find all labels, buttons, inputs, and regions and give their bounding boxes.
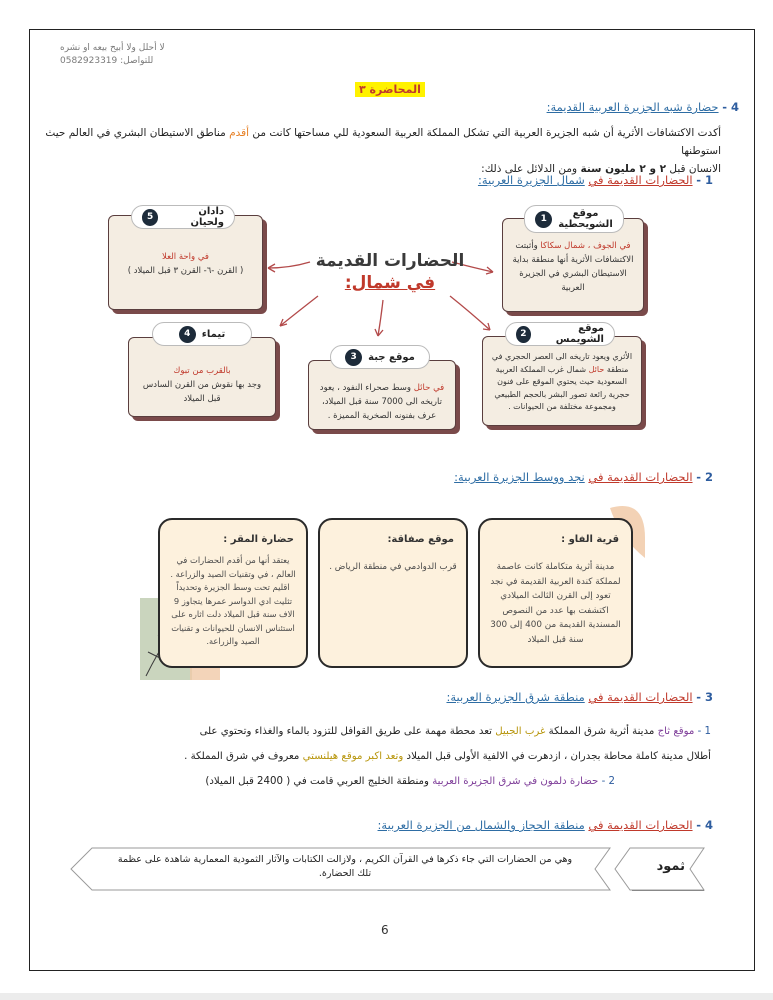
heading-red: الحضارات القديمة في	[588, 818, 693, 832]
card-text: ( القرن -٦- القرن ٣ قبل الميلاد )	[127, 266, 244, 276]
thamud-label: ثمود	[656, 859, 685, 874]
number-badge: 5	[142, 209, 158, 226]
para-text: الانسان قبل	[669, 163, 721, 175]
heading-number: 2 -	[696, 470, 713, 484]
heading-red: الحضارات القديمة في	[588, 173, 693, 187]
east-item-2	[205, 776, 615, 787]
card-text: شمال غرب المملكة العربية السعودية حيث يحتوي الموقع على فنون حجرية رائعة تصور البشر بالحجم الطبيعي ومجموعة مختلفة من الحيوانات .	[494, 364, 630, 411]
item-text: تعد محطة مهمة على طريق القوافل للتزود بالماء والغذاء وتحتوي على	[199, 726, 492, 737]
card-title-line: الشويحطية	[558, 219, 613, 230]
center-title-main: الحضارات القديمة	[315, 251, 465, 271]
card-title: موقع جبة	[368, 351, 415, 363]
thamud-banner	[70, 847, 705, 891]
card-shuwaymis	[482, 336, 642, 426]
item-highlight: غرب الجبيل	[495, 726, 546, 737]
hijaz-heading	[378, 818, 713, 832]
card-qaryat-al-faw	[478, 518, 633, 668]
card-title: تيماء	[201, 328, 226, 340]
section-number: 4 -	[722, 100, 739, 114]
diagram-center-title	[315, 250, 465, 294]
card-body	[317, 381, 447, 423]
card-text: وجد بها نقوش من القرن السادس قبل الميلاد	[142, 380, 262, 404]
card-title: موقع صفاقة:	[387, 534, 454, 545]
card-text: الأثري ويعود تاريخه الى العصر الحجري في منطقة	[491, 352, 633, 374]
card-jubbah	[308, 360, 456, 430]
heading-blue: شمال الجزيرة العربية:	[477, 173, 585, 187]
card-text: وسط صحراء النفود ، يعود تاريخه الى 7000 سنة قبل الميلاد، عرف بفنونه الصخرية المميزة .	[319, 383, 442, 421]
para-text: مناطق الاستيطان البشري في العالم حيث استوطنها	[45, 127, 721, 157]
heading-red: الحضارات القديمة في	[588, 470, 693, 484]
item-name: موقع ثاج	[657, 726, 695, 737]
heading-blue: منطقة الحجاز والشمال من الجزيرة العربية:	[377, 818, 585, 832]
para-bold: ٢ و ٢ مليون سنة	[580, 163, 667, 175]
card-body	[137, 364, 267, 406]
lecture-title: المحاضرة ٣	[355, 82, 425, 97]
heading-number: 4 -	[696, 818, 713, 832]
disclaimer-text: لا أحلل ولا أبيح بيعه او نشره	[60, 43, 165, 53]
number-badge: 1	[535, 211, 552, 228]
thamud-description: وهي من الحضارات التي جاء ذكرها في القرآن الكريم ، ولازالت الكتابات والآثار الثمودية المعمارية شاهدة على عظمة تلك الحضارة.	[117, 854, 573, 879]
para-text: أكدت الاكتشافات الأثرية أن شبه الجزيرة العربية التي تشكل المملكة العربية السعودية للي مساحتها كانت من	[252, 127, 721, 139]
east-heading	[446, 690, 713, 704]
card-red-text: في حائل	[413, 383, 445, 393]
card-tab	[524, 205, 624, 233]
item-text: معروف في شرق المملكة .	[184, 751, 300, 762]
viewer-background	[0, 993, 773, 1000]
card-red-text: حائل	[588, 364, 605, 374]
heading-blue: منطقة شرق الجزيرة العربية:	[446, 690, 585, 704]
para-highlight: أقدم	[229, 127, 250, 139]
heading-red: الحضارات القديمة في	[588, 690, 693, 704]
card-text: قرب الدوادمي في منطقة الرياض .	[329, 562, 457, 572]
center-title-sub: في شمال:	[344, 273, 436, 293]
card-text: مدينة أثرية متكاملة كانت عاصمة لمملكة كندة العربية القديمة في نجد تعود إلى القرن الثالث الميلادي اكتشفت بها عدد من النصوص المسندية القديمة من 400 إلى 300 سنة قبل الميلاد	[490, 562, 621, 645]
card-text: يعتقد أنها من أقدم الحضارات في العالم ، في وتقنيات الصيد والزراعة . اقليم تحت وسط الجزيرة وتحديداً تثليث ادي الدواسر عمرها يتجاوز 9 الاف سنة قبل الميلاد دلت اثاره على استئناس الانسان للحيوانات و تقنيات الصيد والزراعة.	[170, 555, 296, 646]
card-title: حضارة المقر :	[223, 534, 294, 545]
card-text: وأثبتت الاكتشافات الأثرية أنها منطقة بداية الاستيطان البشري في الجزيرة العربية	[512, 241, 634, 293]
card-dadan-lihyan	[108, 215, 263, 310]
item-number: 2 -	[601, 776, 615, 787]
item-text: أطلال مدينة كاملة محاطة بجدران ، ازدهرت في الالفية الأولى قبل الميلاد	[406, 751, 711, 762]
contact-label: للتواصل:	[120, 56, 154, 66]
east-item-1-line1	[200, 726, 711, 737]
card-red-text: في الجوف ، شمال سكاكا	[540, 241, 631, 251]
card-title-line: موقع	[572, 208, 599, 219]
page-number: 6	[381, 923, 389, 937]
item-highlight: وتعد اكبر موقع هيلنستي	[302, 751, 404, 762]
heading-number: 1 -	[696, 173, 713, 187]
east-item-1-line2	[184, 751, 711, 762]
number-badge: 3	[345, 349, 362, 366]
card-title: دادان ولحيان	[190, 206, 224, 228]
section-title: حضارة شبه الجزيرة العربية القديمة:	[546, 100, 719, 114]
number-badge: 4	[179, 326, 196, 343]
card-red-text: بالقرب من تبوك	[173, 366, 231, 376]
card-body	[491, 351, 633, 414]
heading-blue: نجد ووسط الجزيرة العربية:	[454, 470, 585, 484]
card-tab	[131, 205, 235, 229]
card-body	[511, 239, 635, 295]
card-title: قرية الفاو :	[561, 534, 619, 545]
najd-heading	[454, 470, 713, 484]
item-highlight: حضارة دلمون في شرق الجزيرة العربية	[432, 776, 599, 787]
number-badge: 2	[516, 326, 531, 343]
card-title: موقع الشويمس	[555, 323, 604, 345]
card-al-maqar	[158, 518, 308, 668]
card-tab	[152, 322, 252, 346]
contact-number: 0582923319	[60, 56, 118, 66]
heading-number: 3 -	[696, 690, 713, 704]
card-body	[117, 250, 254, 278]
card-tab	[505, 322, 615, 346]
card-red-text: في واحة العلا	[162, 252, 209, 262]
card-title	[558, 208, 612, 230]
item-text: ومنطقة الخليج العربي قامت في ( 2400 قبل الميلاد)	[205, 776, 429, 787]
item-number: 1 -	[697, 726, 711, 737]
card-safaqah	[318, 518, 468, 668]
item-text: مدينة أثرية شرق المملكة	[548, 726, 655, 737]
para-text: ومن الدلائل على ذلك:	[481, 163, 578, 175]
card-tab	[330, 345, 430, 369]
card-tayma	[128, 337, 276, 417]
